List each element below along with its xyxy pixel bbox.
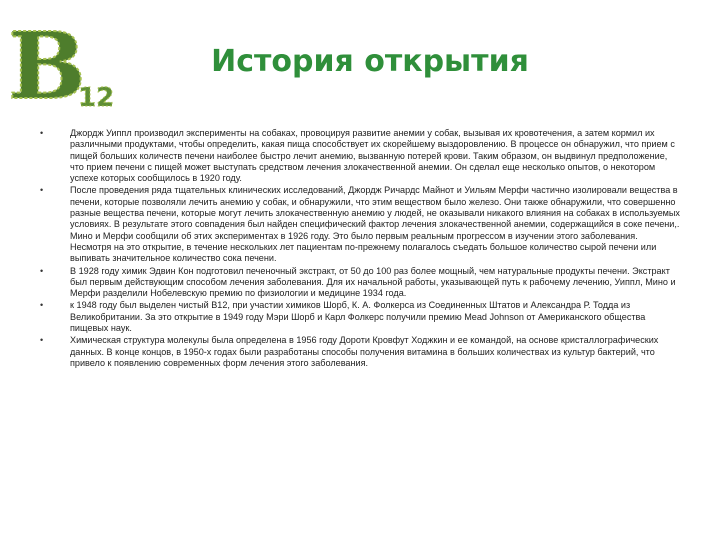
paragraph-text: После проведения ряда тщательных клинических исследований, Джордж Ричардс Майнот и Уильям Мерфи частично изолировали вещества в печени, которые позволяли лечить анемию у собак, и обнаружили, что этим веществом было железо. Они также обнаружили, что совершенно разные вещества печени, которые могут лечить злокачественную анемию у людей, не оказывали никакого влияния на собаках в используемых условиях. В результате этого совпадения был найден специфический фактор лечения злокачественной анемии, содержащийся в соке печени,. Мино и Мерфи сообщили об этих экспериментах в 1926 году. Это было первым реальным прогрессом в изучении этого заболевания. Несмотря на это открытие, в течение нескольких лет пациентам по-прежнему полагалось съедать большое количество сырой печени или выпивать значительное количество сока печени. xyxy=(70,185,680,264)
paragraph-text: В 1928 году химик Эдвин Кон подготовил печеночный экстракт, от 50 до 100 раз более мощный, чем натуральные продукты печени. Экстракт был первым действующим способом лечения заболевания. Для их начальной работы, указывающей путь к рабочему лечению, Уиппл, Мино и Мерфи разделили Нобелевскую премию по физиологии и медицине 1934 года. xyxy=(70,265,676,299)
bullet-marker: • xyxy=(40,128,44,138)
logo-letter: B xyxy=(8,14,86,114)
bullet-marker: • xyxy=(40,300,44,311)
vitamin-b12-logo xyxy=(6,14,126,114)
list-item xyxy=(40,266,680,300)
logo-subscript: 12 xyxy=(78,83,115,113)
bullet-marker: • xyxy=(40,265,44,276)
slide-title: История открытия xyxy=(211,44,529,79)
paragraph-text: Химическая структура молекулы была определена в 1956 году Дороти Кровфут Ходжкин и ее командой, на основе кристаллографических данных. В конце концов, в 1950-х годах были разработаны способы получения витамина в больших количествах из культур бактерий, что привело к появлению современных форм лечения этого заболевания. xyxy=(70,335,659,368)
list-item xyxy=(40,335,680,369)
list-item xyxy=(40,300,680,334)
list-item xyxy=(40,185,680,264)
paragraph-text: к 1948 году был выделен чистый B12, при участии химиков Шорб, К. А. Фолкерса из Соединенных Штатов и Александра Р. Тодда из Великобритании. За это открытие в 1949 году Мэри Шорб и Карл Фолкерс получили премию Mead Johnson от Американского общества пищевых наук. xyxy=(70,300,646,334)
bullet-marker: • xyxy=(40,335,44,346)
paragraph-text: Джордж Уиппл производил эксперименты на собаках, провоцируя развитие анемии у собак, вызывая их кровотечения, а затем кормил их различными продуктами, чтобы определить, какая пища способствует их скорейшему выздоровлению. В процессе он обнаружил, что прием с пищей больших количеств печени наиболее быстро лечит анемию, вызванную потерей крови. Таким образом, он выдвинул предположение, что прием печени с пищей может выступать средством лечения злокачественной анемии. Он сделал еще несколько опытов, о некотором успехе которых сообщилось в 1920 году. xyxy=(70,128,675,184)
bullet-marker: • xyxy=(40,185,44,196)
history-bullet-list xyxy=(40,128,680,370)
list-item xyxy=(40,128,680,184)
